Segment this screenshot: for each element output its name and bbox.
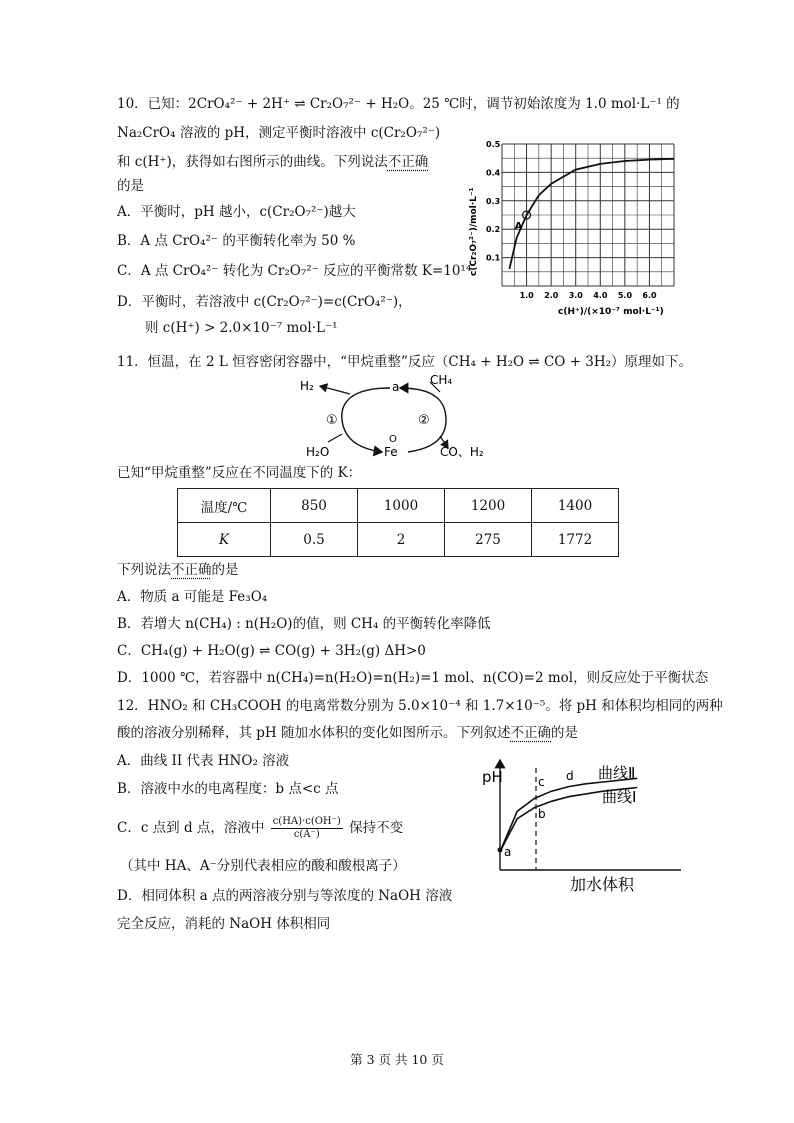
table-cell: 1772 [532,523,619,557]
q12-stem-line1: 12．HNO₂ 和 CH₃COOH 的电离常数分别为 5.0×10⁻⁴ 和 1.7×10⁻⁵。将 pH 和体积均相同的两种 [117,698,723,714]
y-tick-label: 0.2 [486,225,501,235]
q11-ask [117,560,239,580]
table-cell: 温度/℃ [178,489,271,523]
table-cell: 1000 [358,489,445,523]
table-cell: 275 [445,523,532,557]
q12-option-a: A．曲线 II 代表 HNO₂ 溶液 [117,753,290,769]
q12-stem-line2-post: 的是 [551,725,578,741]
q12-emphasis: 不正确 [510,725,551,741]
cycle-arc-left [342,388,390,452]
q12-chart-label-c: c [538,775,545,789]
fraction-denominator: c(A⁻) [293,829,320,840]
q11-option-a: A．物质 a 可能是 Fe₃O₄ [117,589,268,605]
cycle-step2: ② [418,413,430,428]
cycle-fe: Fe [384,445,398,459]
y-tick-label: 0.5 [486,140,501,149]
table-cell: 850 [271,489,358,523]
q10-stem-line2: Na₂CrO₄ 溶液的 pH，测定平衡时溶液中 c(Cr₂O₇²⁻) [117,125,441,141]
q12-option-c-note: （其中 HA、A⁻分别代表相应的酸和酸根离子） [120,858,406,874]
q12-chart-ylabel: pH [482,768,503,786]
q10-emphasis: 不正确 [387,154,429,170]
q10-stem-line3 [117,152,428,172]
q11-ask-pre: 下列说法 [117,562,171,578]
q10-chart-xlabel: c(H⁺)/(×10⁻⁷ mol·L⁻¹) [558,307,664,317]
q12-option-b: B．溶液中水的电离程度：b 点<c 点 [117,781,339,797]
q10-chart-ylabel: c(Cr₂O₇²⁻)/mol·L⁻¹ [469,187,479,276]
q11-emphasis: 不正确 [171,562,212,578]
q12-stem-line2 [117,723,578,743]
q12-option-d-line1: D．相同体积 a 点的两溶液分别与等浓度的 NaOH 溶液 [117,888,453,904]
cycle-o: O [389,434,397,445]
table-cell: 1200 [445,489,532,523]
q10-stem-line1: 10．已知：2CrO₄²⁻ + 2H⁺ ⇌ Cr₂O₇²⁻ + H₂O。25 ℃时，调节初始浓度为 1.0 mol·L⁻¹ 的 [117,96,680,112]
q11-stem-line1: 11．恒温，在 2 L 恒容密闭容器中，“甲烷重整”反应（CH₄ + H₂O ⇌ CO + 3H₂）原理如下。 [117,354,693,370]
q12-option-c-pre: C．c 点到 d 点，溶液中 [117,820,265,836]
x-tick-label: 4.0 [593,291,608,300]
q12-stem-line2-text: 酸的溶液分别稀释，其 pH 随加水体积的变化如图所示。下列叙述 [117,725,511,741]
table-row [178,489,619,523]
q11-option-d: D．1000 ℃，若容器中 n(CH₄)=n(H₂O)=n(H₂)=1 mol、n(CO)=2 mol，则反应处于平衡状态 [117,670,709,686]
q11-cycle-diagram [290,372,510,464]
q12-chart-series-label-1: 曲线Ⅰ [602,788,637,806]
y-tick-label: 0.4 [486,168,501,178]
q11-k-table [177,488,619,557]
q12-fraction [271,816,343,841]
q11-known: 已知“甲烷重整”反应在不同温度下的 K： [117,465,362,481]
x-tick-label: 6.0 [642,291,657,300]
q11-option-b: B．若增大 n(CH₄) : n(H₂O)的值，则 CH₄ 的平衡转化率降低 [117,616,491,632]
y-tick-label: 0.3 [486,196,501,206]
cycle-co-h2: CO、H₂ [440,445,484,459]
table-cell: 2 [358,523,445,557]
x-tick-label: 3.0 [568,291,583,300]
y-tick-label: 0.1 [486,253,501,263]
q10-chart-grid [502,144,674,286]
table-cell: 0.5 [271,523,358,557]
q10-option-a: A．平衡时，pH 越小，c(Cr₂O₇²⁻)越大 [117,204,356,220]
q12-option-d-line2: 完全反应，消耗的 NaOH 体积相同 [117,916,331,932]
table-row [178,523,619,557]
q10-chart-label-a: A [514,221,523,232]
q12-chart-series-label-2: 曲线Ⅱ [598,764,636,782]
q10-chart-ticks [486,140,657,300]
cycle-h2o: H₂O [306,445,330,459]
x-tick-label: 1.0 [519,291,534,300]
cycle-ch4: CH₄ [430,373,453,387]
cycle-step1: ① [326,413,338,428]
cycle-arrow-h2 [320,386,350,394]
page-footer: 第 3 页 共 10 页 [350,1052,444,1067]
q12-chart-point-a [498,848,503,853]
cycle-arrow-h2o [328,434,342,442]
q11-option-c: C．CH₄(g) + H₂O(g) ⇌ CO(g) + 3H₂(g) ΔH>0 [117,643,426,659]
q12-option-c-post: 保持不变 [349,820,404,836]
q10-chart [462,138,692,323]
q10-stem-line3-text: 和 c(H⁺)，获得如右图所示的曲线。下列说法 [117,154,388,170]
x-tick-label: 2.0 [544,291,559,300]
q10-option-c: C．A 点 CrO₄²⁻ 转化为 Cr₂O₇²⁻ 反应的平衡常数 K=10¹⁴ [117,263,472,279]
q10-option-b: B．A 点 CrO₄²⁻ 的平衡转化率为 50 % [117,233,356,249]
q11-ask-post: 的是 [211,562,239,578]
q12-chart-label-d: d [566,769,574,783]
q12-chart-label-b: b [538,807,546,821]
q10-stem-line4: 的是 [117,178,144,194]
q12-chart [476,752,696,897]
x-tick-label: 5.0 [617,291,633,300]
q12-chart-xlabel: 加水体积 [570,875,635,894]
cycle-h2: H₂ [300,379,314,393]
q10-option-d-line1: D．平衡时，若溶液中 c(Cr₂O₇²⁻)=c(CrO₄²⁻)， [117,294,412,310]
fraction-numerator: c(HA)·c(OH⁻) [272,816,341,827]
q12-option-c [117,816,403,841]
table-cell: 1400 [532,489,619,523]
cycle-a: a [392,380,400,394]
q12-chart-label-a: a [504,845,512,859]
q10-option-d-line2: 则 c(H⁺) > 2.0×10⁻⁷ mol·L⁻¹ [145,320,338,336]
table-cell: K [178,523,271,557]
